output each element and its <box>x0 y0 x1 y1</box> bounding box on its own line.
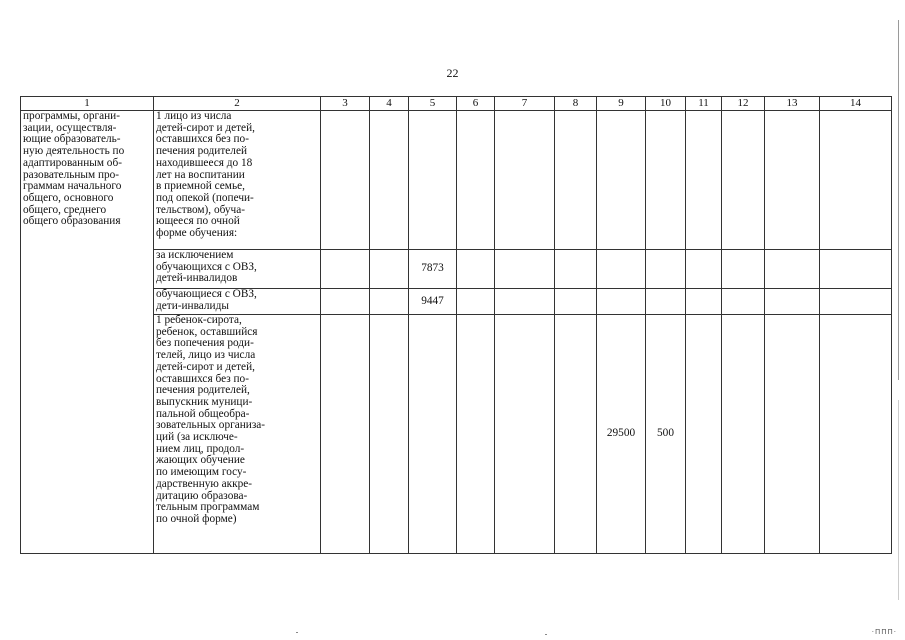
col10-value <box>646 250 686 289</box>
col5-value: 9447 <box>409 289 457 315</box>
table-cell <box>457 289 495 315</box>
table-cell <box>321 250 370 289</box>
column-header-4: 4 <box>370 97 409 111</box>
column-header-7: 7 <box>495 97 555 111</box>
table-cell <box>321 315 370 554</box>
table-cell <box>765 250 820 289</box>
data-table <box>20 96 892 554</box>
scan-speck <box>545 634 547 635</box>
col5-value: 7873 <box>409 250 457 289</box>
table-cell <box>820 315 892 554</box>
table-cell <box>495 315 555 554</box>
program-category-cell <box>21 111 154 554</box>
scan-edge-line <box>898 400 899 600</box>
column-header-10: 10 <box>646 97 686 111</box>
recipient-description-cell <box>154 289 321 315</box>
table-row <box>21 111 892 250</box>
col10-value <box>646 289 686 315</box>
column-header-3: 3 <box>321 97 370 111</box>
table-cell <box>722 250 765 289</box>
column-header-1: 1 <box>21 97 154 111</box>
column-header-9: 9 <box>597 97 646 111</box>
table-cell <box>555 250 597 289</box>
program-category-text: программы, органи- зации, осуществля- ющие образователь- ную деятельность по адаптированным об- разовательным про- граммам начального общего, основного общего, среднего общего образования <box>23 110 125 228</box>
column-header-6: 6 <box>457 97 495 111</box>
col9-value <box>597 289 646 315</box>
scan-edge-line <box>898 20 899 380</box>
scan-speck <box>296 632 298 633</box>
column-header-8: 8 <box>555 97 597 111</box>
table-cell <box>820 289 892 315</box>
table-cell <box>370 111 409 250</box>
table-cell <box>321 289 370 315</box>
table-cell <box>722 315 765 554</box>
column-header-2: 2 <box>154 97 321 111</box>
table-cell <box>457 250 495 289</box>
table-cell <box>457 315 495 554</box>
table-cell <box>555 289 597 315</box>
recipient-description-text: 1 ребенок-сирота, ребенок, оставшийся без попечения роди- телей, лицо из числа детей-сирот и детей, оставшихся без по- печения родителей, выпускник муници- пальной общеобра- зовательных организа- ций (за исключе- нием лиц, продол- жающих обучение по имеющим госу- дарственную аккре- дитацию образова- тельным программам по очной форме) <box>156 314 266 525</box>
recipient-description-cell <box>154 315 321 554</box>
page-number: 22 <box>446 66 459 80</box>
column-header-11: 11 <box>686 97 722 111</box>
recipient-description-cell <box>154 111 321 250</box>
col10-value <box>646 111 686 250</box>
table-cell <box>370 315 409 554</box>
recipient-description-text: за исключением обучающихся с ОВЗ, детей-инвалидов <box>156 249 257 285</box>
table-cell <box>686 111 722 250</box>
table-cell <box>555 111 597 250</box>
corner-mark: ·ΠΠΠ· <box>871 628 897 636</box>
table-cell <box>820 111 892 250</box>
table-cell <box>686 315 722 554</box>
table-cell <box>686 289 722 315</box>
table-cell <box>321 111 370 250</box>
column-header-12: 12 <box>722 97 765 111</box>
table-cell <box>686 250 722 289</box>
col5-value <box>409 315 457 554</box>
table-cell <box>370 250 409 289</box>
header-row <box>21 97 892 111</box>
table-cell <box>495 289 555 315</box>
column-header-5: 5 <box>409 97 457 111</box>
table-cell <box>765 289 820 315</box>
table-cell <box>495 111 555 250</box>
table-cell <box>457 111 495 250</box>
col9-value <box>597 111 646 250</box>
column-header-13: 13 <box>765 97 820 111</box>
col5-value <box>409 111 457 250</box>
table-cell <box>555 315 597 554</box>
recipient-description-text: 1 лицо из числа детей-сирот и детей, оставшихся без по- печения родителей находившееся до 18 лет на воспитании в приемной семье, под опекой (попечи- тельством), обуча- ющееся по очной форме обучения: <box>156 110 255 240</box>
col10-value: 500 <box>646 315 686 554</box>
table-cell <box>765 315 820 554</box>
table-cell <box>370 289 409 315</box>
table-cell <box>722 289 765 315</box>
recipient-description-text: обучающиеся с ОВЗ, дети-инвалиды <box>156 288 257 312</box>
column-header-14: 14 <box>820 97 892 111</box>
recipient-description-cell <box>154 250 321 289</box>
table-cell <box>722 111 765 250</box>
table-cell <box>495 250 555 289</box>
table-cell <box>765 111 820 250</box>
table-cell <box>820 250 892 289</box>
col9-value: 29500 <box>597 315 646 554</box>
col9-value <box>597 250 646 289</box>
